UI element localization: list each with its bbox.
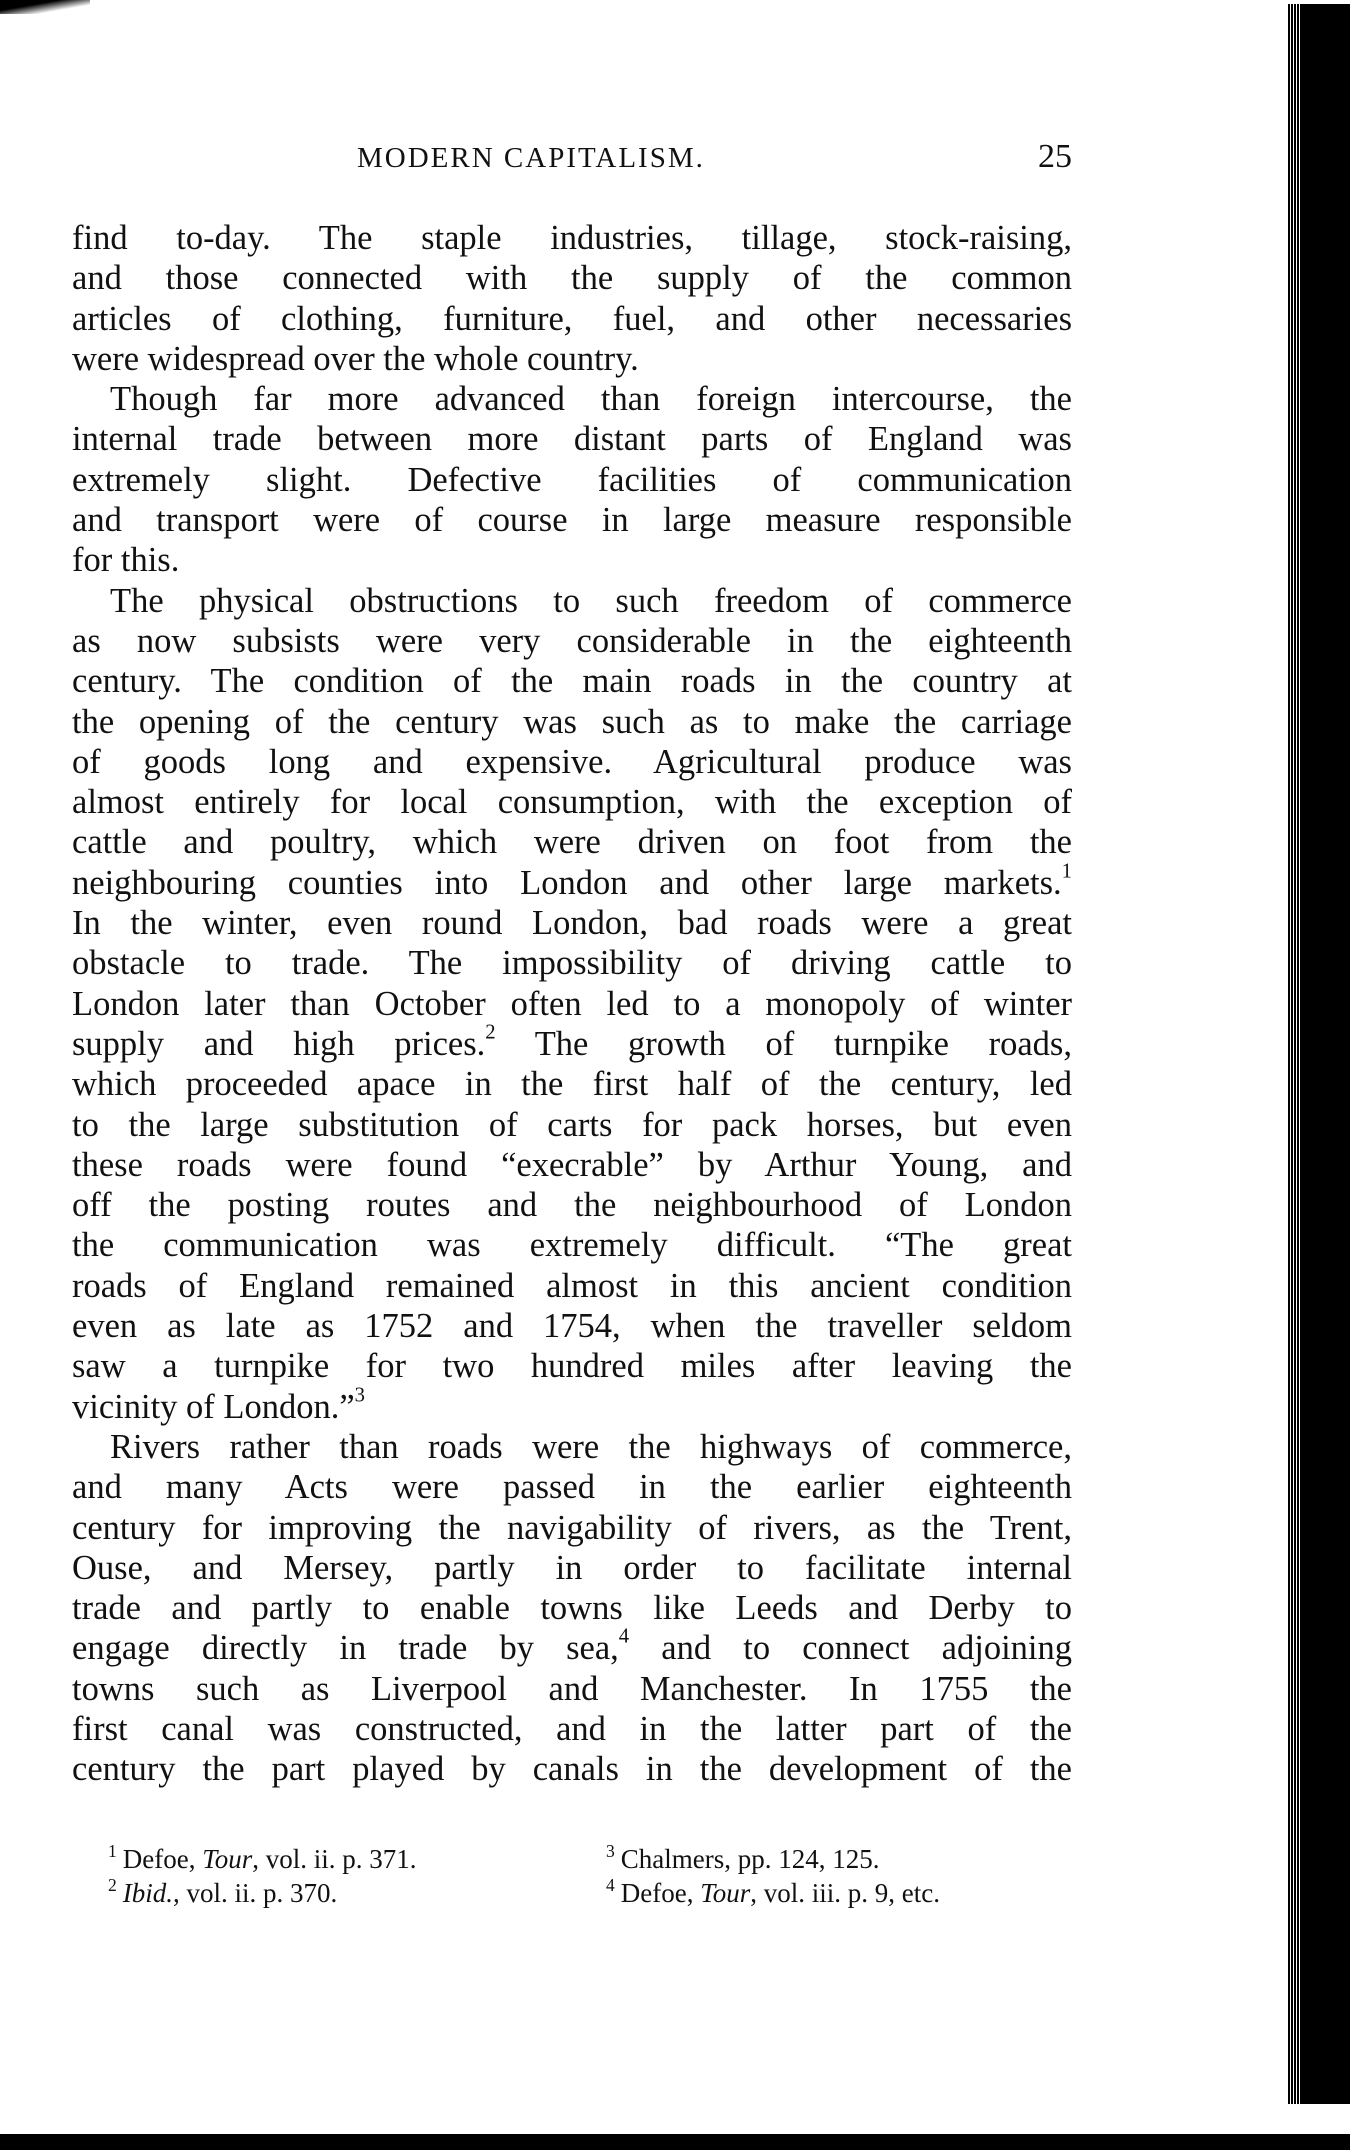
footnote-1 <box>108 1842 417 1876</box>
footnote-text: Defoe, <box>620 1878 701 1908</box>
text-line: which proceeded apace in the first half of the century, led <box>72 1065 1072 1104</box>
page-number: 25 <box>1038 138 1072 175</box>
paragraph <box>72 581 1072 1427</box>
footnote-mark: 2 <box>108 1875 117 1896</box>
text-line: and those connected with the supply of the common <box>72 259 1072 298</box>
text-line: Ouse, and Mersey, partly in order to facilitate internal <box>72 1548 1072 1587</box>
footnote-ref[interactable]: 4 <box>618 1625 630 1648</box>
running-header <box>72 138 1072 182</box>
text-line: The physical obstructions to such freedom of commerce <box>110 581 1072 620</box>
paragraph <box>72 218 1072 379</box>
footnote-mark: 3 <box>606 1841 615 1862</box>
text-line: century the part played by canals in the development of the <box>72 1750 1072 1789</box>
text-line: off the posting routes and the neighbourhood of London <box>72 1186 1072 1225</box>
text-line: of goods long and expensive. Agricultural produce was <box>72 742 1072 781</box>
footnote-4 <box>606 1876 940 1910</box>
text-line: saw a turnpike for two hundred miles after leaving the <box>72 1347 1072 1386</box>
text-line: internal trade between more distant parts of England was <box>72 420 1072 459</box>
footnote-title: Ibid. <box>122 1878 174 1908</box>
text-line: and many Acts were passed in the earlier eighteenth <box>72 1468 1072 1507</box>
text-line: trade and partly to enable towns like Leeds and Derby to <box>72 1589 1072 1628</box>
footnote-3 <box>606 1842 940 1876</box>
text-line: and transport were of course in large measure responsible <box>72 501 1072 540</box>
text-line: almost entirely for local consumption, with the exception of <box>72 783 1072 822</box>
text-line: for this. <box>72 541 180 580</box>
text-line: century for improving the navigability of rivers, as the Trent, <box>72 1508 1072 1547</box>
footnote-ref[interactable]: 2 <box>485 1021 496 1044</box>
running-title: MODERN CAPITALISM. <box>357 142 705 174</box>
text-line: first canal was constructed, and in the latter part of the <box>72 1709 1072 1748</box>
footnote-text: Defoe, <box>122 1844 203 1874</box>
footnote-2 <box>108 1876 417 1910</box>
line-text: The growth of turnpike roads, <box>495 1024 1072 1063</box>
text-line: the communication was extremely difficult. “The great <box>72 1226 1072 1265</box>
footnote-text: , vol. ii. p. 371. <box>252 1844 417 1874</box>
text-line: cattle and poultry, which were driven on foot from the <box>72 823 1072 862</box>
line-text: vicinity of London.” <box>72 1387 355 1426</box>
text-line: In the winter, even round London, bad roads were a great <box>72 904 1072 943</box>
paragraph <box>72 379 1072 580</box>
footnote-column-left <box>108 1842 417 1910</box>
paragraph <box>72 1427 1072 1790</box>
text-line: Rivers rather than roads were the highways of commerce, <box>110 1427 1072 1466</box>
text-line <box>72 1625 1072 1668</box>
text-line: extremely slight. Defective facilities of communication <box>72 460 1072 499</box>
scan-bottom-edge <box>0 2134 1350 2150</box>
line-text: engage directly in trade by sea, <box>72 1629 619 1668</box>
footnote-title: Tour <box>700 1878 751 1908</box>
footnote-text: , vol. iii. p. 9, etc. <box>750 1878 941 1908</box>
text-line: as now subsists were very considerable in the eighteenth <box>72 621 1072 660</box>
text-line: towns such as Liverpool and Manchester. In 1755 the <box>72 1669 1072 1708</box>
line-text: and to connect adjoining <box>629 1629 1072 1668</box>
text-line <box>72 860 1072 903</box>
footnote-column-right <box>606 1842 940 1910</box>
text-line <box>72 1384 1072 1427</box>
text-line: even as late as 1752 and 1754, when the traveller seldom <box>72 1307 1072 1346</box>
body-text <box>72 218 1072 1790</box>
footnote-mark: 4 <box>606 1875 615 1896</box>
footnote-title: Tour <box>202 1844 253 1874</box>
text-line: Though far more advanced than foreign intercourse, the <box>110 380 1072 419</box>
book-binding-edge <box>1288 4 1350 2104</box>
text-line: London later than October often led to a monopoly of winter <box>72 984 1072 1023</box>
footnote-text: Chalmers, pp. 124, 125. <box>620 1844 880 1874</box>
footnote-ref[interactable]: 3 <box>354 1384 365 1407</box>
text-line: find to-day. The staple industries, tillage, stock-raising, <box>72 219 1072 257</box>
footnote-mark: 1 <box>108 1841 117 1862</box>
text-line: the opening of the century was such as to make the carriage <box>72 702 1072 741</box>
text-line: were widespread over the whole country. <box>72 339 639 378</box>
text-line <box>72 1021 1072 1064</box>
text-line: these roads were found “execrable” by Arthur Young, and <box>72 1145 1072 1184</box>
scan-shadow-corner <box>0 0 90 14</box>
line-text: supply and high prices. <box>72 1024 486 1063</box>
text-line: roads of England remained almost in this ancient condition <box>72 1266 1072 1305</box>
footnote-text: , vol. ii. p. 370. <box>173 1878 338 1908</box>
text-line: articles of clothing, furniture, fuel, and other necessaries <box>72 299 1072 338</box>
footnote-ref[interactable]: 1 <box>1061 860 1072 883</box>
text-line: century. The condition of the main roads in the country at <box>72 662 1072 701</box>
text-line: obstacle to trade. The impossibility of driving cattle to <box>72 944 1072 983</box>
line-text: neighbouring counties into London and other large markets. <box>72 863 1062 902</box>
text-line: to the large substitution of carts for pack horses, but even <box>72 1105 1072 1144</box>
